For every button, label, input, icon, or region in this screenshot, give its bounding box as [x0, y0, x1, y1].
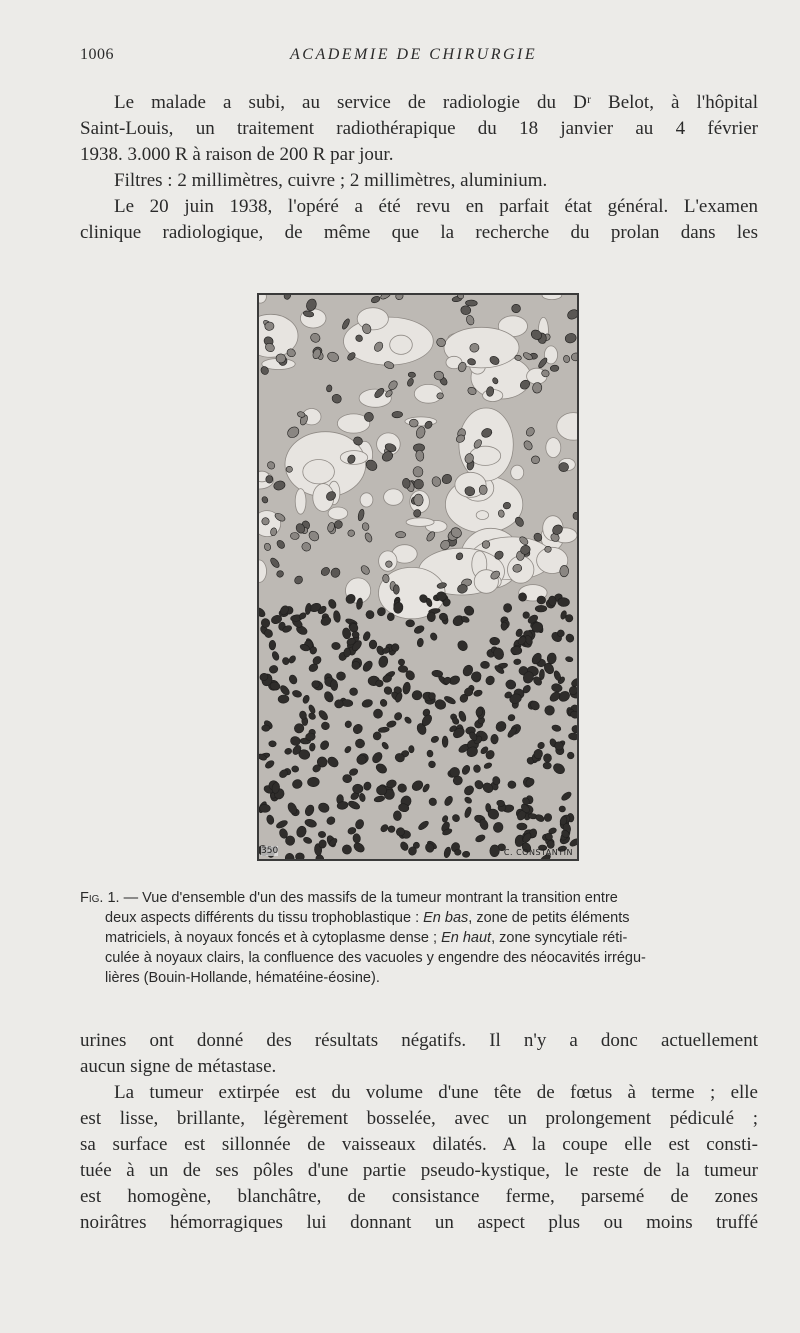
text-line: Filtres : 2 millimètres, cuivre ; 2 millimètres, aluminium. — [114, 170, 548, 191]
journal-title: ACADEMIE DE CHIRURGIE — [290, 46, 538, 63]
page-number: 1006 — [80, 46, 114, 63]
figure-magnification: 350 — [261, 846, 279, 856]
caption-line: culée à noyaux clairs, la confluence des vacuoles y engendre des néocavités irrégu- — [105, 950, 646, 966]
text-line: La tumeur extirpée est du volume d'une tête de fœtus à terme ; elle — [114, 1082, 758, 1103]
body-text-top — [80, 90, 758, 246]
running-head — [80, 46, 760, 70]
text-line: noirâtres hémorragiques lui donnant un aspect plus ou moins truffé — [80, 1212, 758, 1233]
histology-figure — [257, 293, 579, 861]
caption-label: Fig. 1. — [80, 890, 120, 906]
caption-line: matriciels, à noyaux foncés et à cytoplasme dense ; En haut, zone syncytiale réti- — [105, 930, 628, 946]
text-line: Le 20 juin 1938, l'opéré a été revu en parfait état général. L'examen — [114, 196, 758, 217]
text-line: sa surface est sillonnée de vaisseaux dilatés. A la coupe elle est consti- — [80, 1134, 758, 1155]
text-line: est lisse, brillante, légèrement bosselée, avec un prolongement pédiculé ; — [80, 1108, 758, 1129]
figure-signature: C. CONSTANTIN — [503, 848, 573, 857]
text-line: Saint-Louis, un traitement radiothérapique du 18 janvier au 4 février — [80, 118, 758, 139]
text-line: clinique radiologique, de même que la recherche du prolan dans les — [80, 222, 758, 243]
text-line: urines ont donné des résultats négatifs. Il n'y a donc actuellement — [80, 1030, 758, 1051]
figure-caption — [80, 888, 758, 988]
caption-line: deux aspects différents du tissu trophoblastique : En bas, zone de petits éléments — [105, 910, 630, 926]
text-line: est homogène, blanchâtre, de consistance ferme, parsemé de zones — [80, 1186, 758, 1207]
caption-line: lières (Bouin-Hollande, hématéine-éosine). — [105, 970, 380, 986]
text-line: tuée à un de ses pôles d'une partie pseudo-kystique, le reste de la tumeur — [80, 1160, 758, 1181]
histology-illustration — [259, 295, 577, 859]
text-line: 1938. 3.000 R à raison de 200 R par jour. — [80, 144, 394, 165]
caption-line: Fig. 1. — Vue d'ensemble d'un des massifs de la tumeur montrant la transition entre — [80, 890, 618, 906]
body-text-bottom — [80, 1028, 758, 1236]
text-line: Le malade a subi, au service de radiologie du Dʳ Belot, à l'hôpital — [114, 92, 758, 113]
text-line: aucun signe de métastase. — [80, 1056, 277, 1077]
